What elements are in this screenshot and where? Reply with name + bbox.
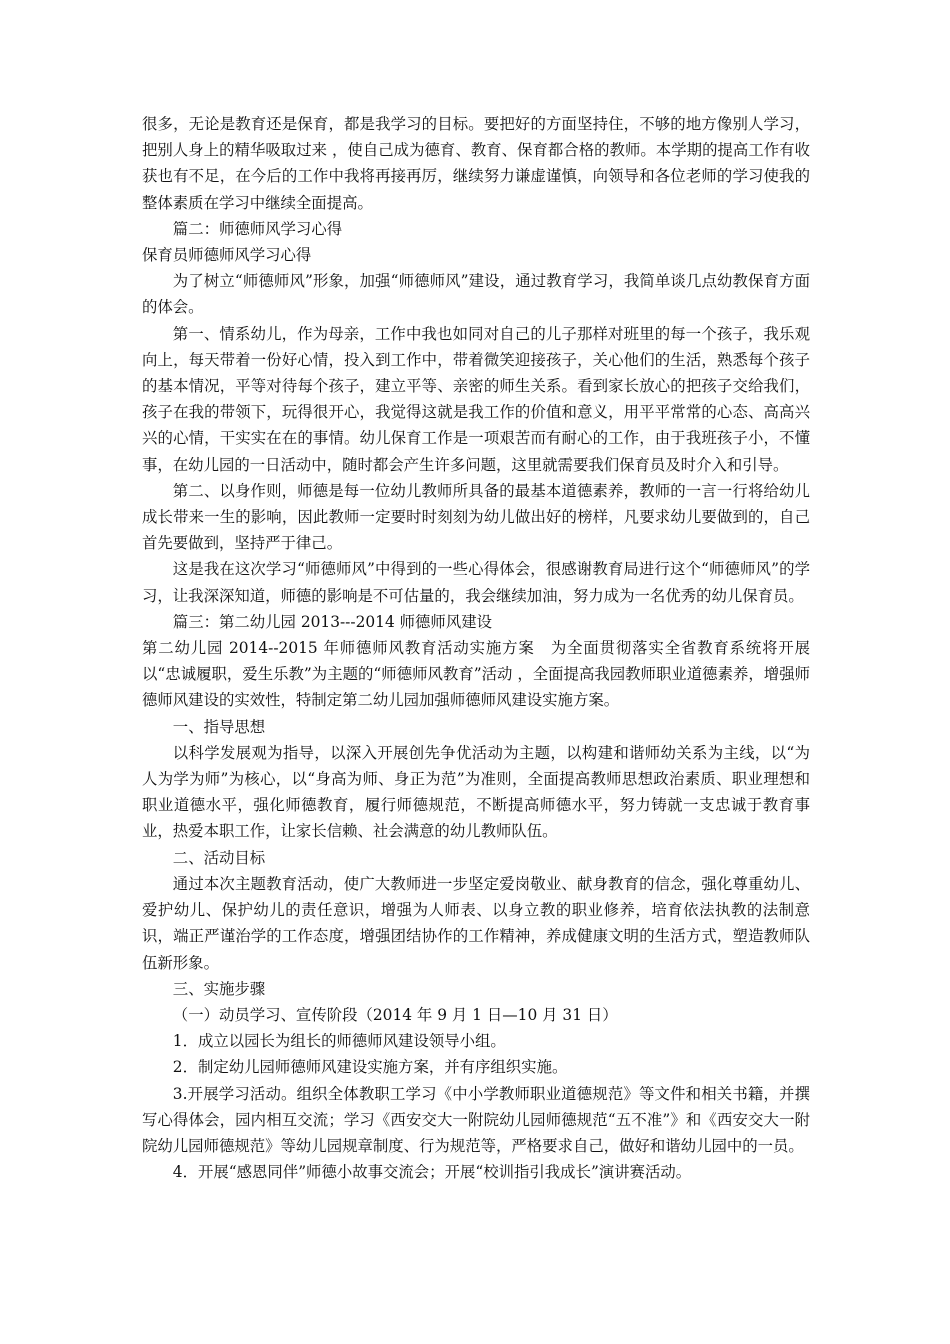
paragraph-conclusion: 这是我在这次学习“师德师风”中得到的一些心得体会，很感谢教育局进行这个“师德师风”的学习，让我深深知道，师德的影响是不可估量的，我会继续加油，努力成为一名优秀的幼儿保育员。 bbox=[142, 560, 810, 605]
paragraph-point-one: 第一、情系幼儿，作为母亲，工作中我也如同对自己的儿子那样对班里的每一个孩子，我乐观向上，每天带着一份好心情，投入到工作中，带着微笑迎接孩子，关心他们的生活，熟悉每个孩子的基本情况，平等对待每个孩子，建立平等、亲密的师生关系。看到家长放心的把孩子交给我们，孩子在我的带领下，玩得很开心，我觉得这就是我工作的价值和意义，用平平常常的心态、高高兴兴的心情，干实实在在的事情。幼儿保育工作是一项艰苦而有耐心的工作，由于我班孩子小，不懂事，在幼儿园的一日活动中，随时都会产生许多问题，这里就需要我们保育员及时介入和引导。 bbox=[142, 324, 810, 474]
paragraph-activity-goals: 通过本次主题教育活动，使广大教师进一步坚定爱岗敬业、献身教育的信念，强化尊重幼儿、爱护幼儿、保护幼儿的责任意识，增强为人师表、以身立教的职业修养，培育依法执教的法制意识，端正严谨治学的工作态度，增强团结协作的工作精神，养成健康文明的生活方式，塑造教师队伍新形象。 bbox=[142, 874, 810, 972]
paragraph-plan-intro: 第二幼儿园 2014--2015 年师德师风教育活动实施方案 为全面贯彻落实全省教育系统将开展以“忠诚履职，爱生乐教”为主题的“师德师风教育”活动 ，全面提高我园教师职业道德素养，增强师德师风建设的实效性，特制定第二幼儿园加强师德师风建设实施方案。 bbox=[142, 639, 810, 710]
heading-guiding-ideology: 一、指导思想 bbox=[172, 717, 266, 736]
paragraph-guiding-ideology: 以科学发展观为指导，以深入开展创先争优活动为主题，以构建和谐师幼关系为主线，以“为人为学为师”为核心，以“身高为师、身正为范”为准则，全面提高教师思想政治素质、职业理想和职业道德水平，强化师德教育，履行师德规范，不断提高师德水平，努力铸就一支忠诚于教育事业，热爱本职工作，让家长信赖、社会满意的幼儿教师队伍。 bbox=[142, 743, 810, 841]
list-item-2: 2．制定幼儿园师德师风建设实施方案，并有序组织实施。 bbox=[172, 1058, 568, 1077]
list-item-4: 4．开展“感恩同伴”师德小故事交流会；开展“校训指引我成长”演讲赛活动。 bbox=[172, 1163, 692, 1182]
article-title-caretaker-reflection: 保育员师德师风学习心得 bbox=[142, 246, 312, 265]
subheading-stage-one: （一）动员学习、宣传阶段（2014 年 9 月 1 日—10 月 31 日） bbox=[172, 1005, 618, 1024]
section-heading-part-two: 篇二：师德师风学习心得 bbox=[172, 219, 343, 238]
list-item-1: 1．成立以园长为组长的师德师风建设领导小组。 bbox=[172, 1032, 506, 1051]
heading-implementation-steps: 三、实施步骤 bbox=[172, 979, 266, 998]
heading-activity-goals: 二、活动目标 bbox=[172, 848, 266, 867]
paragraph-purpose: 为了树立“师德师风”形象，加强“师德师风”建设，通过教育学习，我简单谈几点幼教保育方面的体会。 bbox=[142, 272, 810, 317]
paragraph-intro-continued: 很多，无论是教育还是保育，都是我学习的目标。要把好的方面坚持住，不够的地方像别人学习，把别人身上的精华吸取过来 ，使自己成为德育、教育、保育都合格的教师。本学期的提高工作有收获也有不足，在今后的工作中我将再接再厉，继续努力谦虚谨慎，向领导和各位老师的学习使我的整体素质在学习中继续全面提高。 bbox=[142, 115, 810, 212]
paragraph-point-two: 第二、以身作则，师德是每一位幼儿教师所具备的最基本道德素养，教师的一言一行将给幼儿成长带来一生的影响，因此教师一定要时时刻刻为幼儿做出好的榜样，凡要求幼儿要做到的，自己首先要做到，坚持严于律己。 bbox=[142, 481, 810, 553]
list-item-3: 3.开展学习活动。组织全体教职工学习《中小学教师职业道德规范》等文件和相关书籍，并撰写心得体会，园内相互交流；学习《西安交大一附院幼儿园师德规范“五不准”》和《西安交大一附院幼儿园师德规范》等幼儿园规章制度、行为规范等，严格要求自己，做好和谐幼儿园中的一员。 bbox=[142, 1084, 810, 1155]
section-heading-part-three: 篇三：第二幼儿园 2013---2014 师德师风建设 bbox=[172, 612, 492, 631]
document-page bbox=[142, 111, 810, 1185]
